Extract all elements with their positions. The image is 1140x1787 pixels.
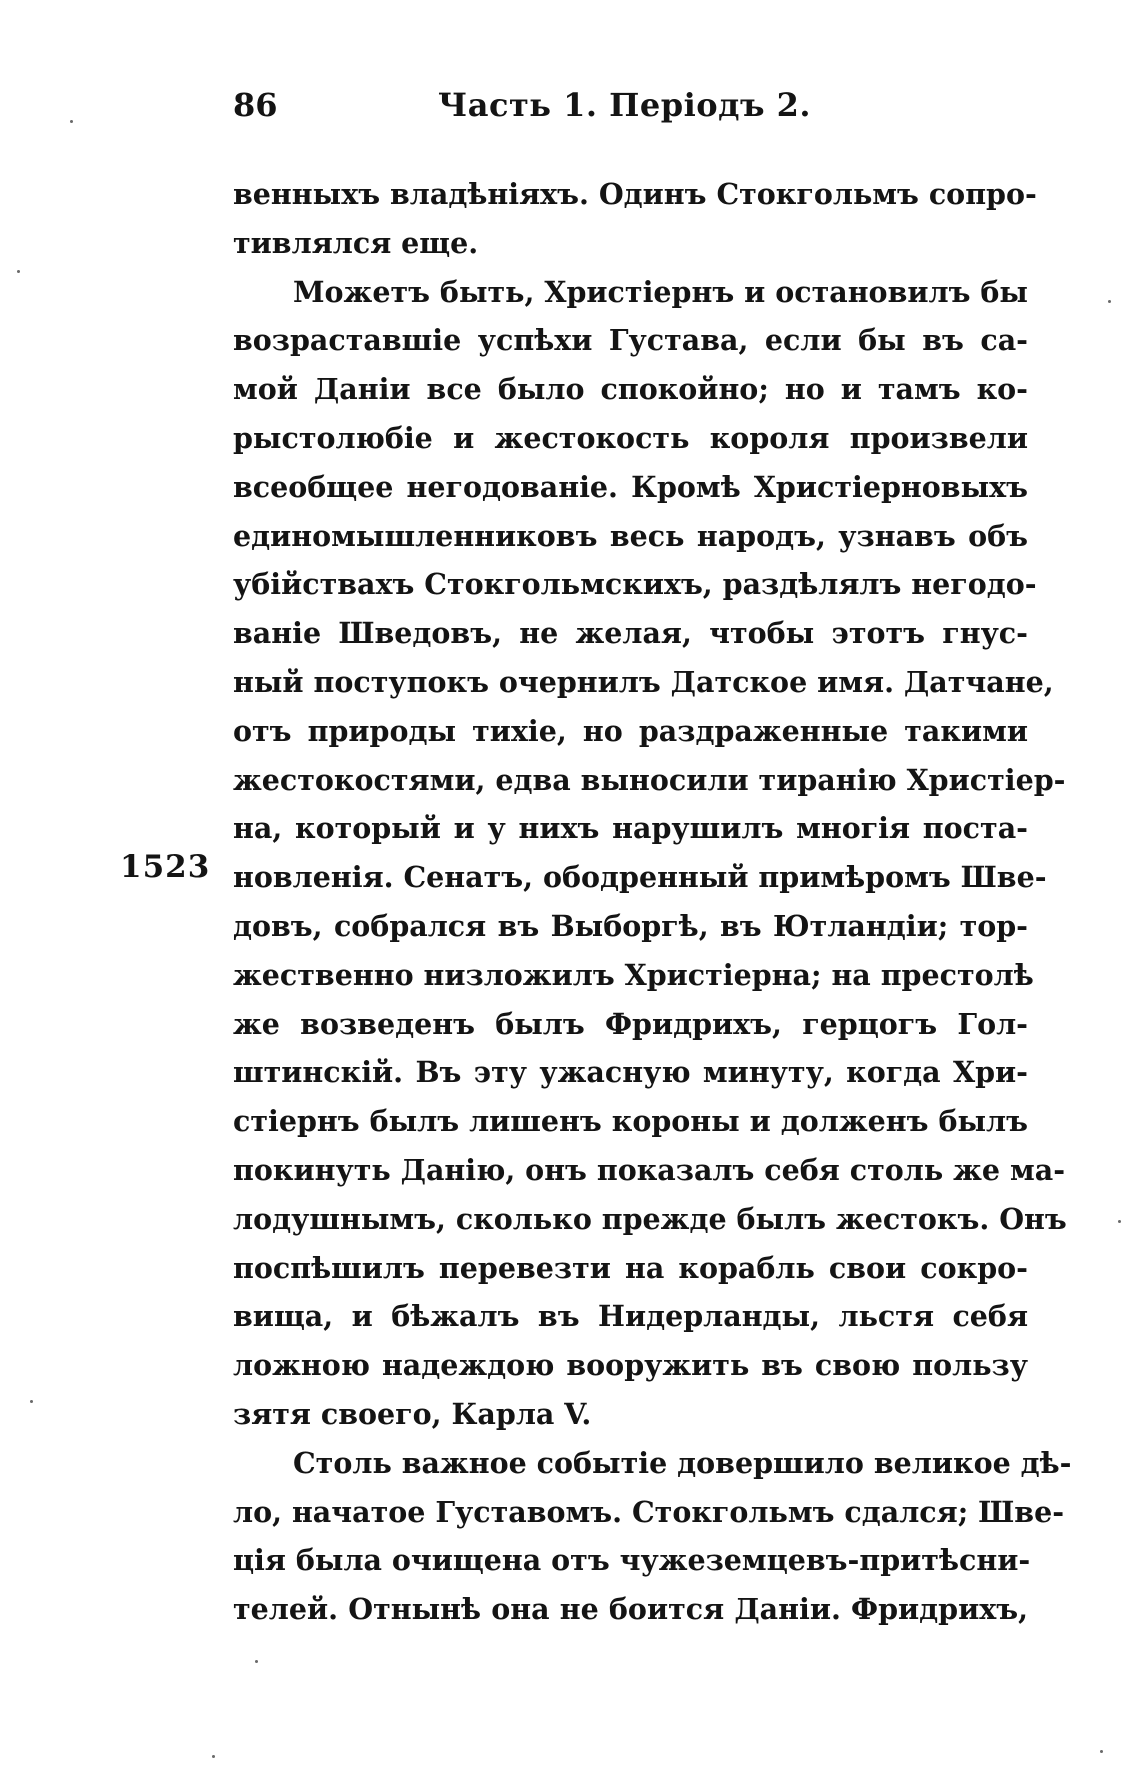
text-line: жественно низложилъ Христіерна; на престолѣ [233,957,1034,992]
scan-speck [70,120,73,123]
text-line: зятя своего, Карла V. [233,1396,592,1431]
body-text [233,170,1072,1634]
text-line: ло, начатое Густавомъ. Стокгольмъ сдался; Шве- [233,1494,1065,1529]
text-line: возраставшіе успѣхи Густава, если бы въ са- [233,323,1028,358]
text-line: телей. Отнынѣ она не боится Даніи. Фридрихъ, [233,1592,1028,1627]
text-line: ваніе Шведовъ, не желая, чтобы этотъ гнус- [233,616,1028,651]
text-line: убійствахъ Стокгольмскихъ, раздѣлялъ негодо- [233,567,1037,602]
text-line: Можетъ быть, Христіернъ и остановилъ бы [293,274,1028,309]
text-line: мой Даніи все было спокойно; но и тамъ ко- [233,372,1028,407]
scan-speck [1100,1750,1103,1753]
text-line: же возведенъ былъ Фридрихъ, герцогъ Гол- [233,1006,1028,1041]
text-line: довъ, собрался въ Выборгѣ, въ Ютландіи; тор- [233,908,1028,943]
text-line: рыстолюбіе и жестокость короля произвели [233,420,1028,455]
text-line: единомышленниковъ весь народъ, узнавъ объ [233,518,1028,553]
text-line: на, который и у нихъ нарушилъ многія поста- [233,811,1028,846]
text-line: жестокостями, едва выносили тиранію Христіер- [233,762,1066,797]
text-line: ный поступокъ очернилъ Датское имя. Датчане, [233,664,1054,699]
text-line: всеобщее негодованіе. Кромѣ Христіерновыхъ [233,469,1028,504]
text-line: венныхъ владѣніяхъ. Одинъ Стокгольмъ сопро- [233,177,1037,211]
text-line: штинскій. Въ эту ужасную минуту, когда Хри- [233,1055,1028,1090]
text-line: Столь важное событіе довершило великое дѣ- [293,1445,1072,1480]
text-line: новленія. Сенатъ, ободренный примѣромъ Шве- [233,860,1047,895]
text-line: лодушнымъ, сколько прежде былъ жестокъ. Онъ [233,1201,1067,1236]
page-header [233,86,1028,136]
scan-speck [255,1660,258,1663]
margin-year-note: 1523 [120,849,211,885]
page-number: 86 [233,86,278,124]
text-line: ція была очищена отъ чужеземцевъ-притѣсни- [233,1543,1031,1578]
text-line: отъ природы тихіе, но раздраженные такими [233,713,1028,748]
text-line: тивлялся еще. [233,225,479,260]
scan-speck [17,270,20,273]
running-head: Часть 1. Періодъ 2. [438,86,812,124]
text-line: вища, и бѣжалъ въ Нидерланды, льстя себя [233,1299,1028,1334]
text-line: покинуть Данію, онъ показалъ себя столь же ма- [233,1152,1066,1187]
scan-speck [1118,1220,1121,1223]
scan-speck [1108,300,1111,303]
text-line: поспѣшилъ перевезти на корабль свои сокро- [233,1250,1028,1285]
text-line: ложною надеждою вооружить въ свою пользу [233,1348,1028,1383]
scan-speck [212,1755,215,1758]
text-line: стіернъ былъ лишенъ короны и долженъ былъ [233,1104,1028,1139]
scan-speck [30,1400,33,1403]
